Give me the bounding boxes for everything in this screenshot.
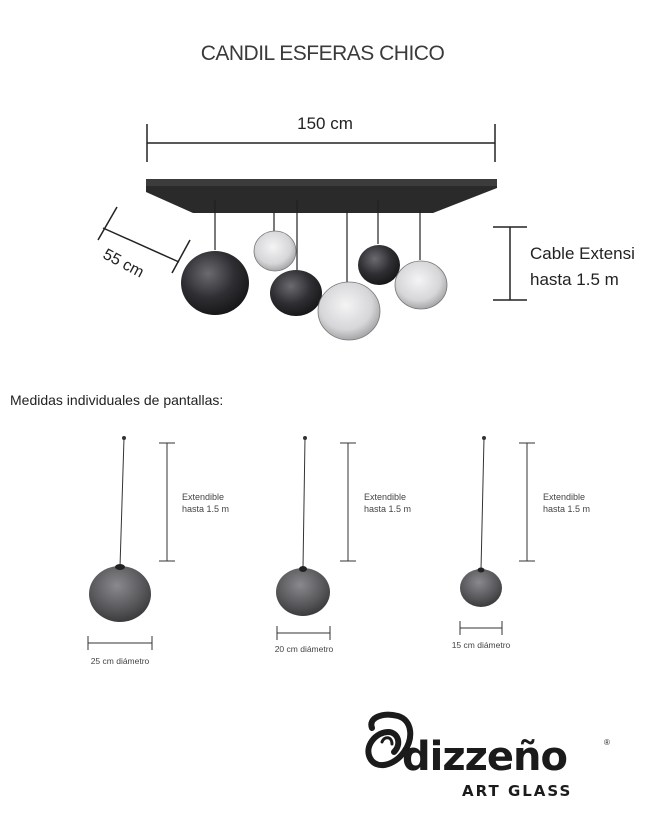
pendant-20cm [276,436,356,640]
pendant-1-ext-line2: hasta 1.5 m [182,504,230,514]
cable-extension-dimension [493,227,527,300]
pendant-2-ext-line2: hasta 1.5 m [364,504,412,514]
pendant-1-ext-line1: Extendible [182,492,225,502]
ceiling-bar [146,179,497,213]
pendant-3-ext-line1: Extendible [543,492,586,502]
brand-name: dizzeño [402,734,567,780]
pendant-1-diameter: 25 cm diámetro [90,656,150,666]
brand-registered: ® [604,738,610,747]
pendant-25cm [88,436,175,650]
page-title: CANDIL ESFERAS CHICO [200,42,445,65]
globe-smoke-medium [270,270,322,316]
pendant-1-extension [182,491,252,515]
cable-label-line2: hasta 1.5 m [530,270,619,289]
section-heading: Medidas individuales de pantallas: [10,392,224,408]
globe-clear-large [318,282,380,340]
pendant-15cm [460,436,535,635]
pendant-3-ext-line2: hasta 1.5 m [543,504,591,514]
pendant-2-ext-line1: Extendible [364,492,407,502]
pendant-3-extension [543,491,613,515]
pendant-3-diameter: 15 cm diámetro [451,640,511,650]
globe-clear-medium [395,261,447,309]
globe-smoke-small [358,245,400,285]
globe-clear-small [254,231,296,271]
pendant-2-diameter: 20 cm diámetro [274,644,334,654]
cable-label-line1: Cable Extensi [530,244,635,263]
pendant-2-extension [364,491,434,515]
globe-smoke-large [181,251,249,315]
brand-tagline: ART GLASS [462,782,573,800]
depth-label: 55 cm [100,246,147,282]
width-label: 150 cm [297,114,353,133]
globes [181,231,447,340]
